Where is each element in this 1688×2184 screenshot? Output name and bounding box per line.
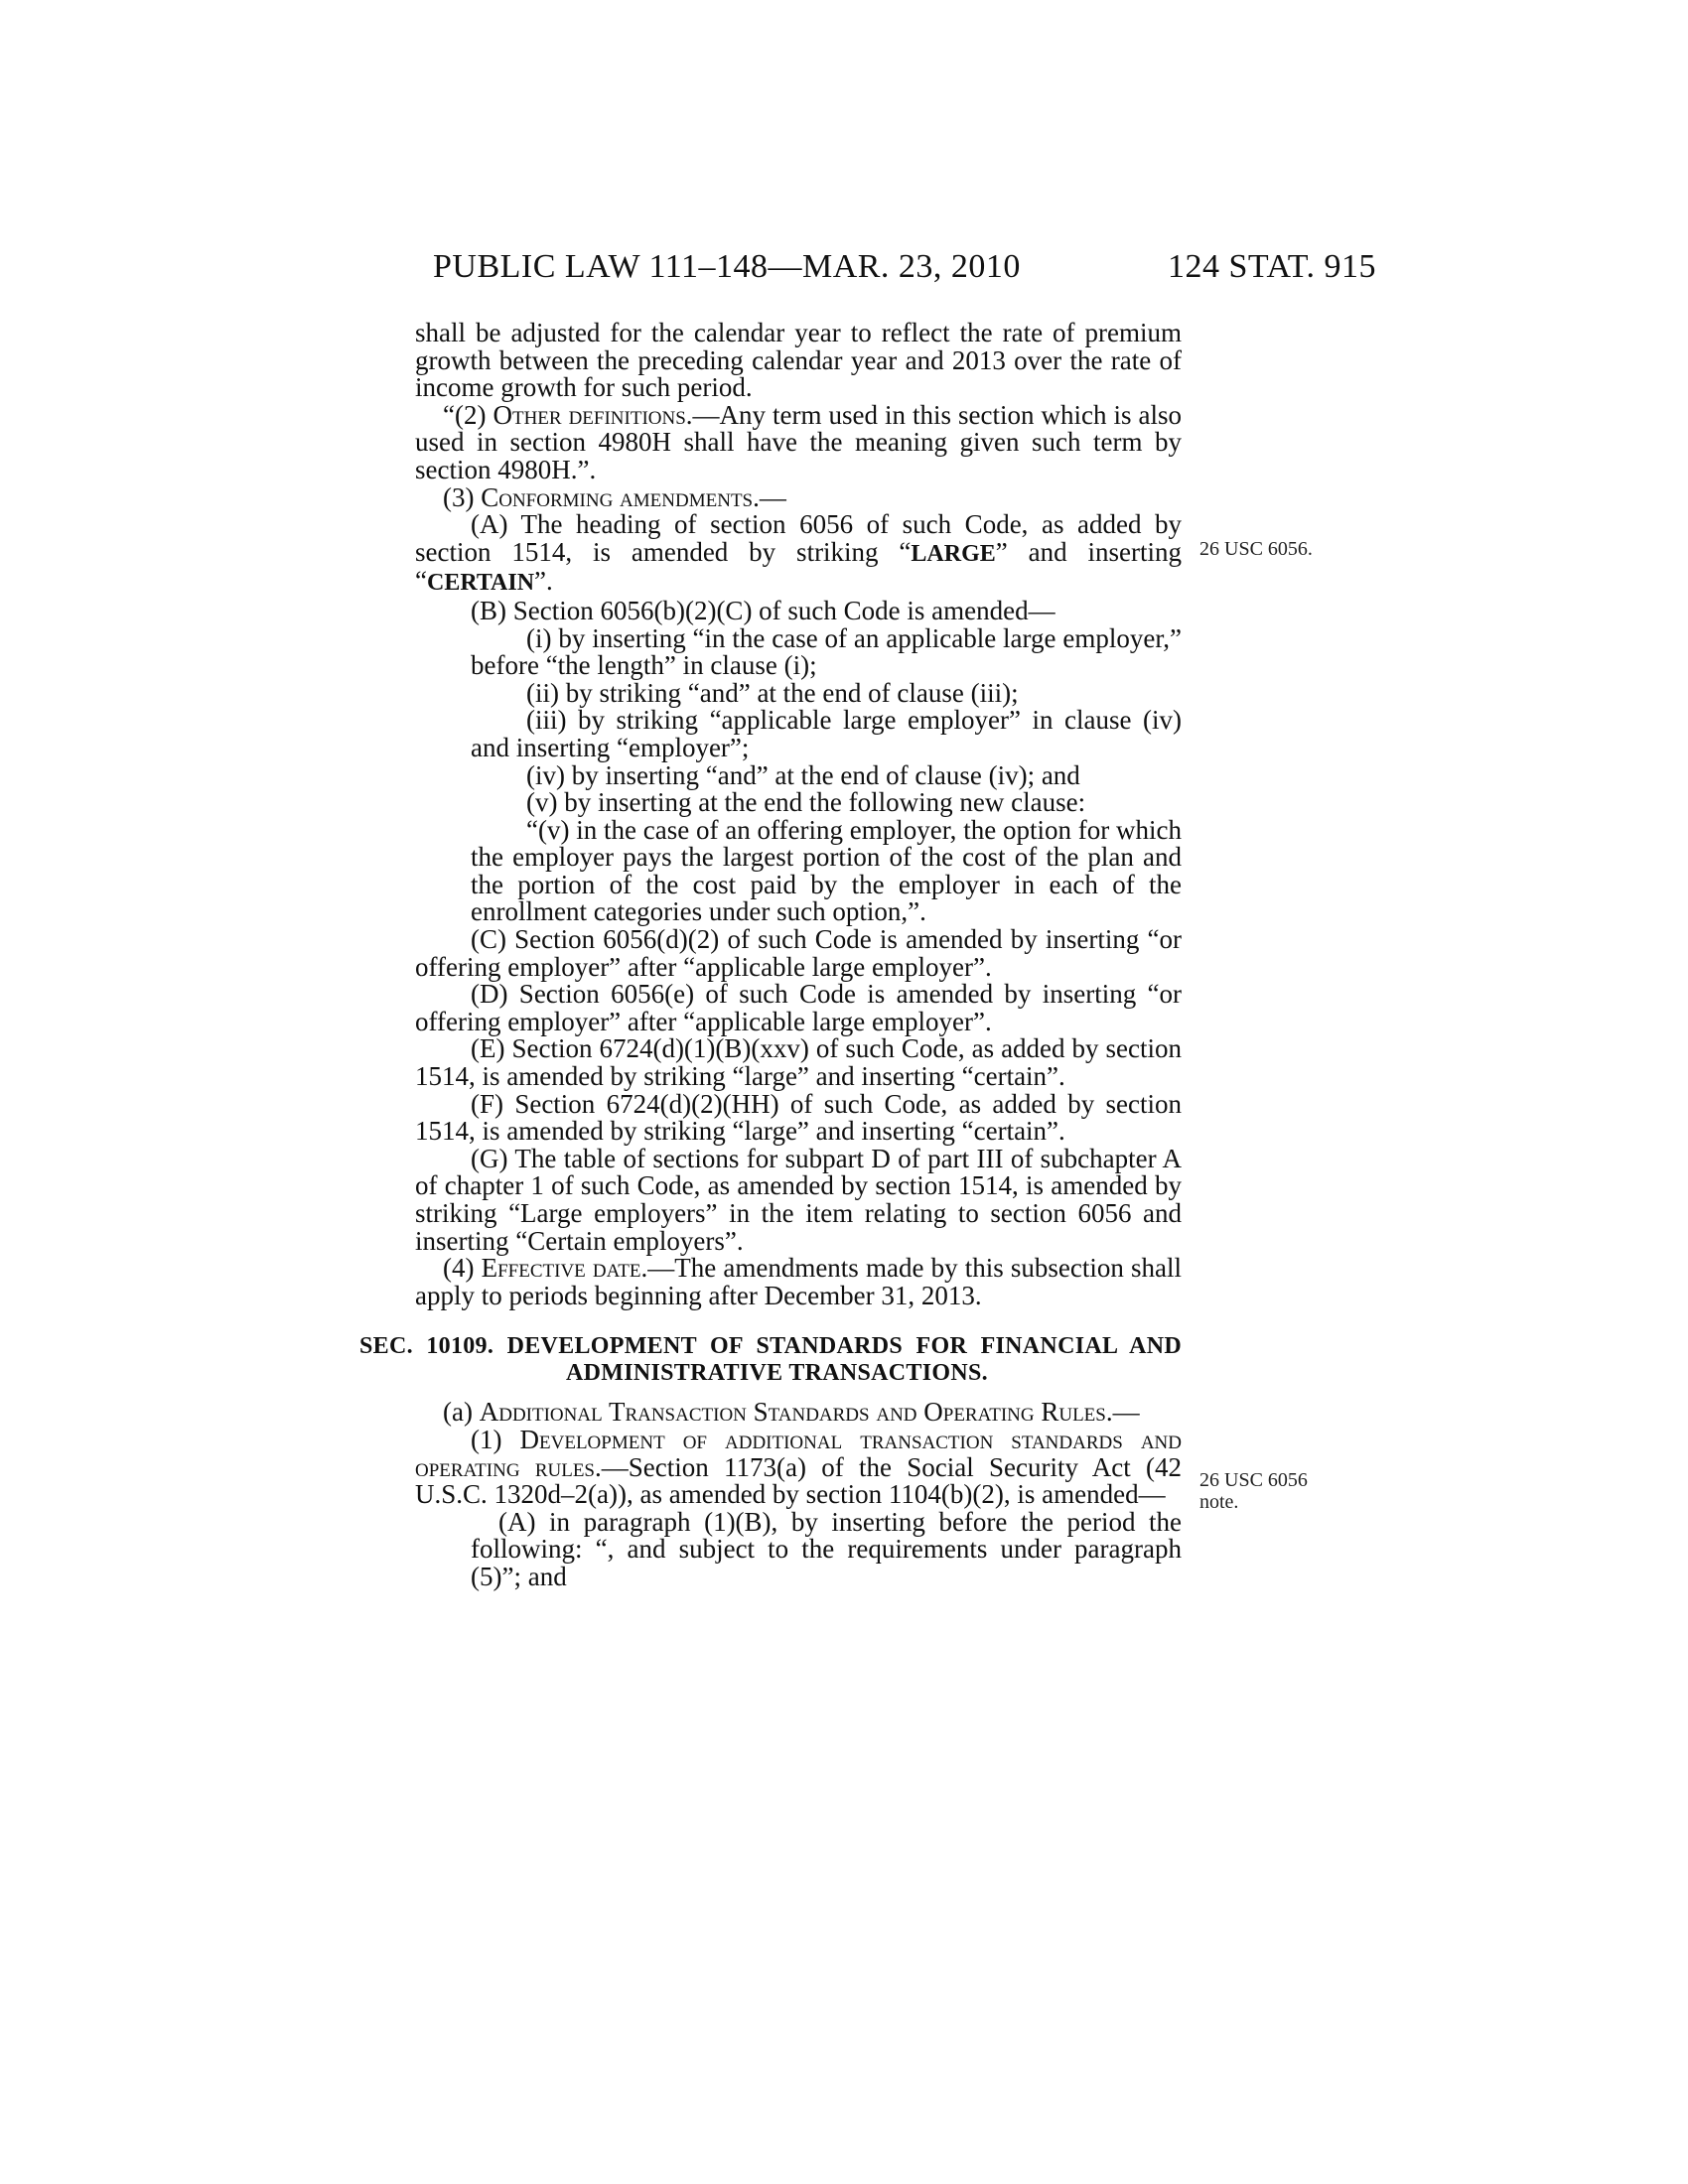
bold-term: LARGE (911, 540, 996, 567)
paragraph-heading: Effective date (481, 1253, 641, 1284)
running-header-title: PUBLIC LAW 111–148—MAR. 23, 2010 (433, 248, 1021, 285)
paragraph-heading: Other definitions (492, 399, 686, 430)
paragraph: (F) Section 6724(d)(2)(HH) of such Code, as added by section 1514, is amended by striking “large” and inserting “certain”. (415, 1088, 1182, 1147)
paragraph: (a) Additional Transaction Standards and Operating Rules.— (443, 1397, 1140, 1428)
paragraph: (C) Section 6056(d)(2) of such Code is amended by inserting “or offering employer” after “applicable large employer”. (415, 924, 1182, 982)
paragraph: (3) Conforming amendments.— (443, 481, 786, 512)
paragraph: (4) Effective date.—The amendments made by this subsection shall apply to periods beginning after December 31, 2013. (415, 1253, 1182, 1310)
paragraph: “(2) Other definitions.—Any term used in this section which is also used in section 4980H shall have the meaning given such term by section 4980H.”. (415, 399, 1182, 484)
paragraph: (A) in paragraph (1)(B), by inserting before the period the following: “, and subject to the requirements under paragraph (5)”; and (471, 1506, 1182, 1591)
clause: (iv) by inserting “and” at the end of clause (iv); and (526, 759, 1080, 790)
bold-term: CERTAIN (426, 570, 535, 597)
paragraph-heading: Conforming amendments (481, 481, 754, 512)
clause: (ii) by striking “and” at the end of clause (iii); (526, 677, 1019, 708)
quoted-clause: “(v) in the case of an offering employer, the option for which the employer pays the largest portion of the cost of the plan and the portion of the cost paid by the employer in each of the enrollment categories under such option,”. (471, 814, 1182, 927)
paragraph: (E) Section 6724(d)(1)(B)(xxv) of such Code, as added by section 1514, is amended by striking “large” and inserting “certain”. (415, 1033, 1182, 1092)
clause: (i) by inserting “in the case of an applicable large employer,” before “the length” in clause (i); (471, 622, 1182, 681)
document-body (359, 320, 1182, 1591)
section-heading: SEC. 10109. DEVELOPMENT OF STANDARDS FOR FINANCIAL AND ADMINISTRATIVE TRANSACTIONS. (359, 1333, 1182, 1387)
margin-note-citation: 26 USC 6056. (1199, 538, 1313, 560)
paragraph: shall be adjusted for the calendar year to reflect the rate of premium growth between the preceding calendar year and 2013 over the rate of income growth for such period. (415, 318, 1182, 403)
clause: (v) by inserting at the end the following new clause: (526, 787, 1086, 818)
paragraph: (A) The heading of section 6056 of such Code, as added by section 1514, is amended by striking “LARGE” and inserting “CERTAIN”. (415, 509, 1182, 597)
margin-note-citation: 26 USC 6056 note. (1199, 1469, 1308, 1513)
paragraph-heading: Additional Transaction Standards and Operating Rules (479, 1397, 1106, 1428)
clause: (iii) by striking “applicable large employer” in clause (iv) and inserting “employer”; (471, 705, 1182, 762)
paragraph: (B) Section 6056(b)(2)(C) of such Code is amended— (471, 595, 1055, 625)
paragraph: (G) The table of sections for subpart D of part III of subchapter A of chapter 1 of such Code, as amended by section 1514, is amended by striking “Large employers” in the item relating to section 6056 and inserting “Certain employers”. (415, 1143, 1182, 1256)
paragraph: (D) Section 6056(e) of such Code is amended by inserting “or offering employer” after “applicable large employer”. (415, 979, 1182, 1036)
page-stat-number: 124 STAT. 915 (1168, 248, 1376, 285)
paragraph: (1) Development of additional transaction standards and operating rules.—Section 1173(a) of the Social Security Act (42 U.S.C. 1320d–2(a)), as amended by section 1104(b)(2), is amended— (415, 1424, 1182, 1510)
paragraph-heading: Development of additional transaction standards and operating rules (415, 1424, 1182, 1482)
